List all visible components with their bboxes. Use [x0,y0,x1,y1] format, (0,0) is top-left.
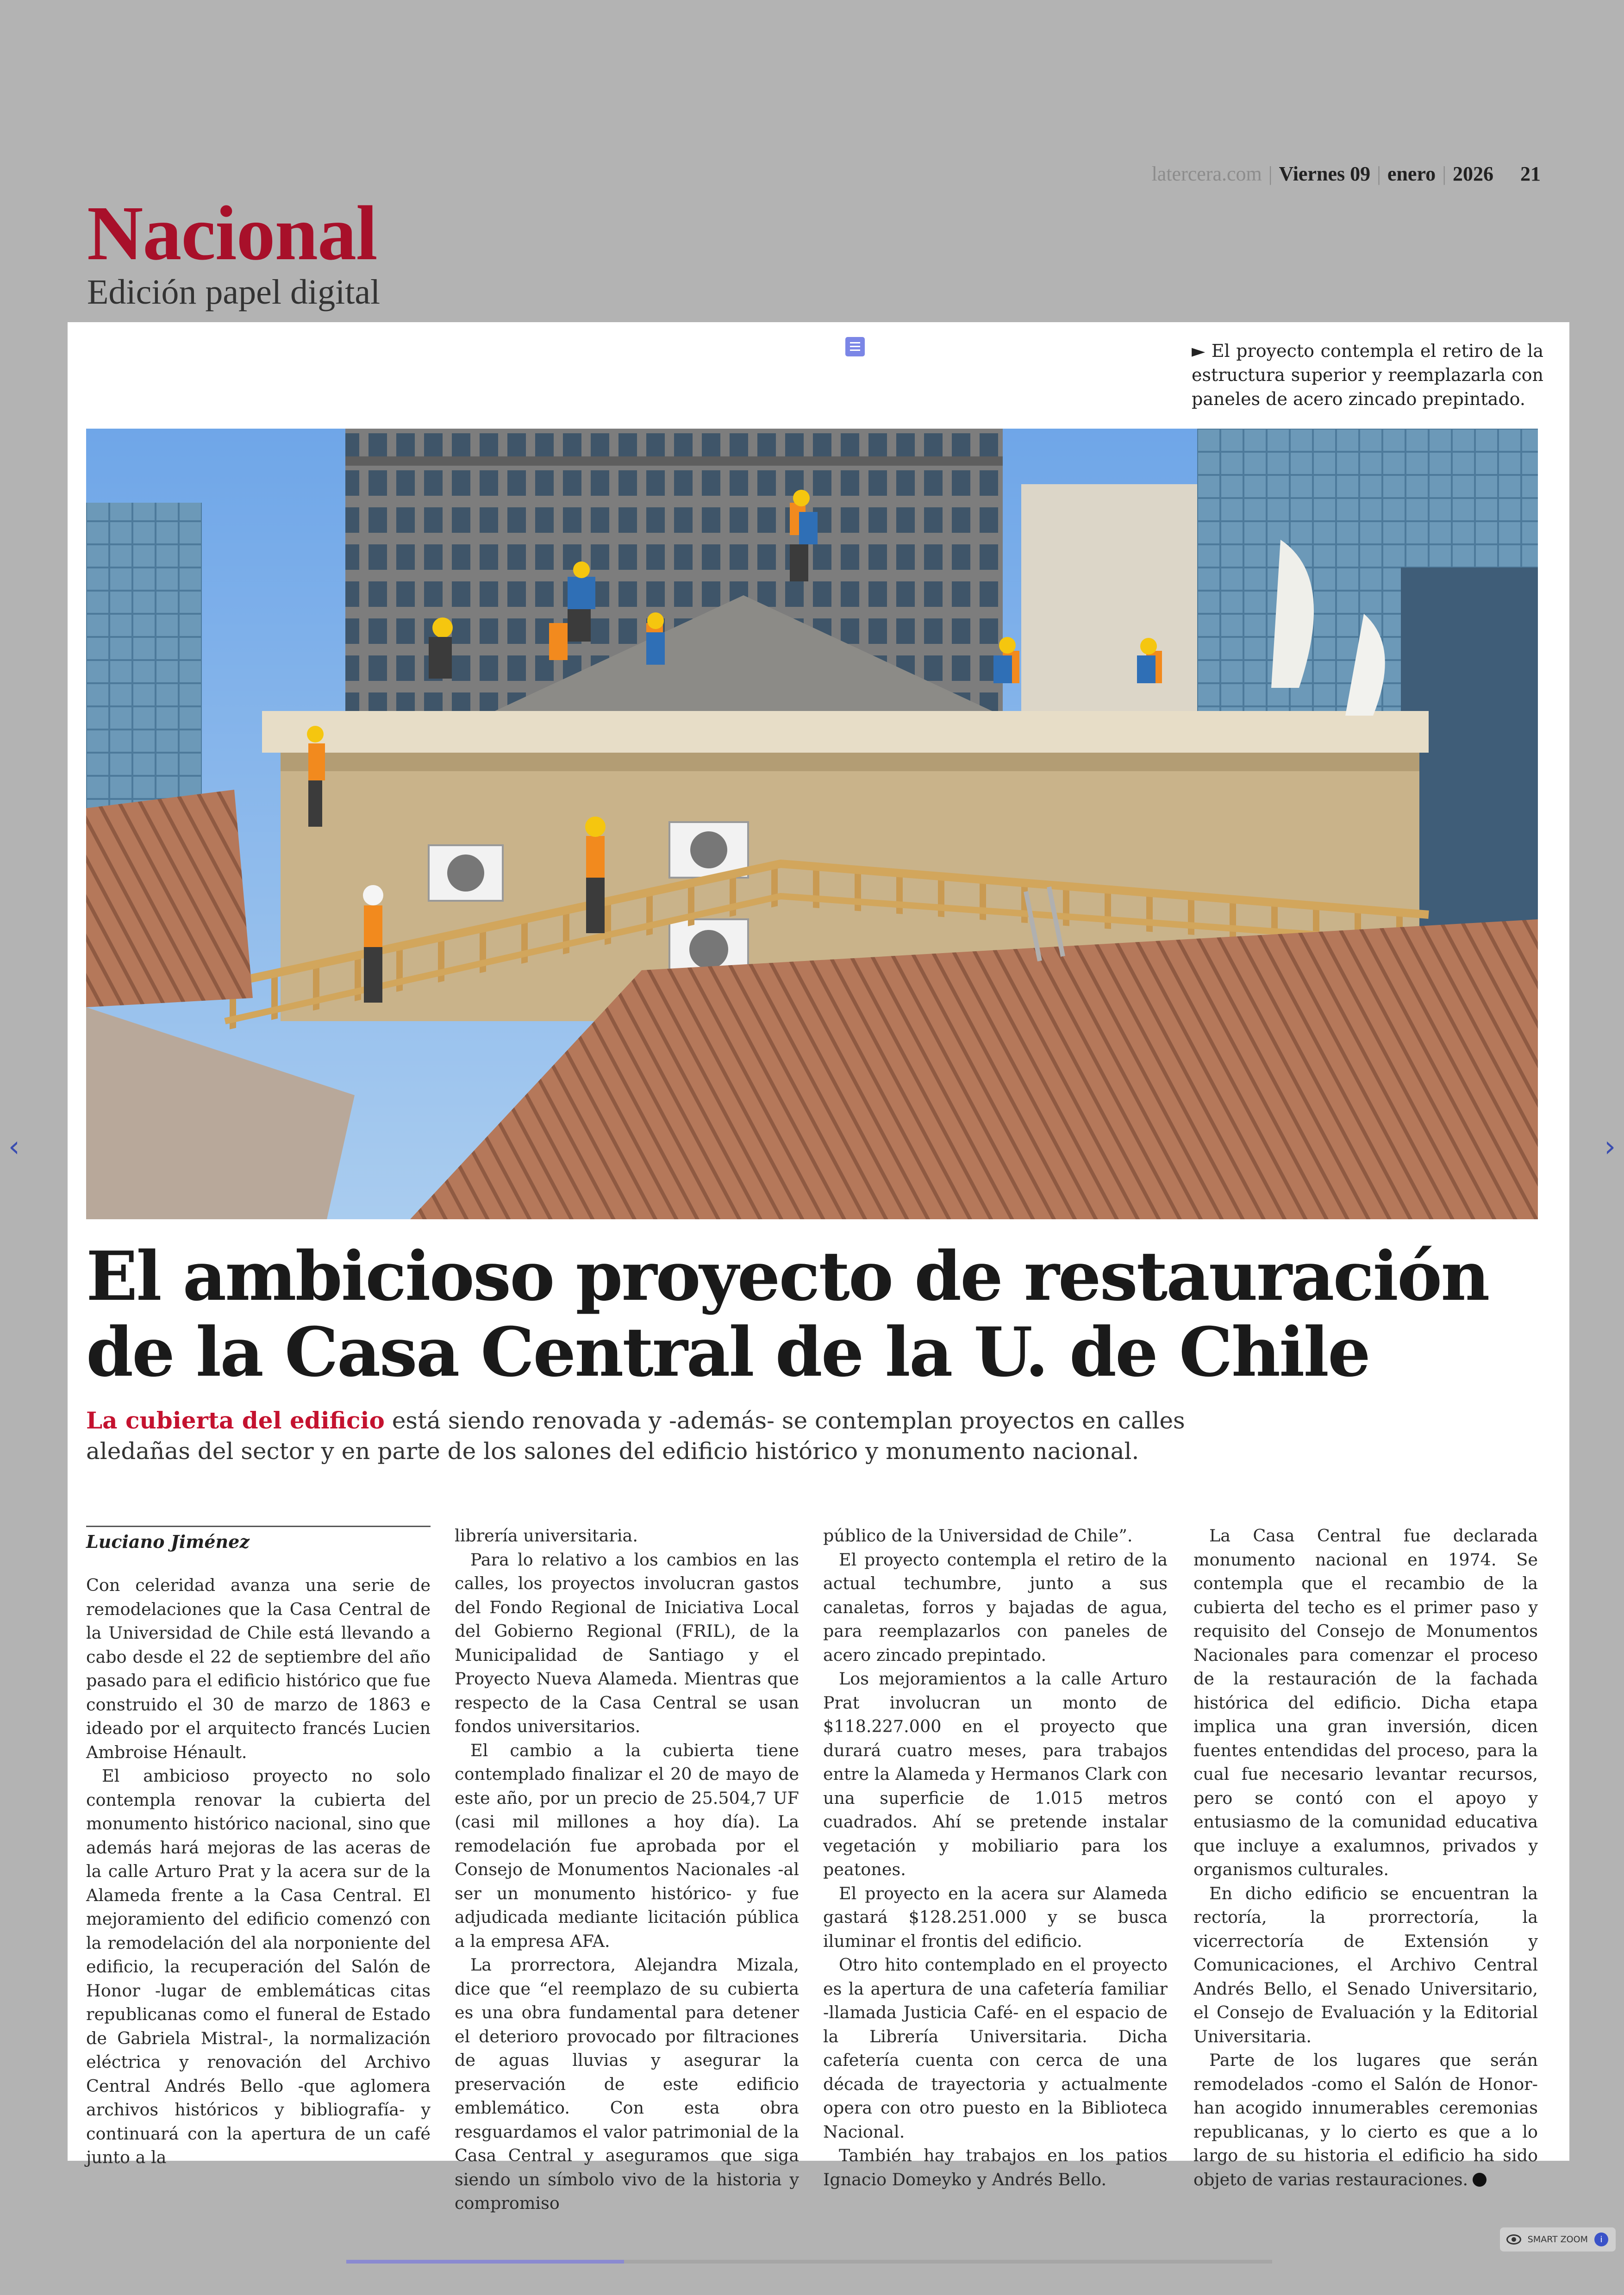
page-scrollbar-thumb[interactable] [346,2260,624,2264]
article-column-2 [455,1524,799,2215]
paragraph: La prorrectora, Alejandra Mizala, dice que “el reemplazo de su cubierta es una obra fundamental para detener el deterioro provocado por filtraciones de aguas lluvias y asegurar la preservación de este edificio emblemático. Con esta obra resguardamos el valor patrimonial de la Casa Central y aseguramos que siga siendo un símbolo vivo de la historia y compromiso [455,1955,799,2213]
site-name: latercera.com [1151,162,1262,185]
end-mark-icon [1473,2173,1487,2187]
article-column-4 [1193,1524,1538,2191]
paragraph: Con celeridad avanza una serie de remodelaciones que la Casa Central de la Universidad de Chile está llevando a cabo desde el 22 de septiembre del año pasado para el edificio histórico que fue construido el 30 de marzo de 1863 e ideado por el arquitecto francés Lucien Ambroise Hénault. [86,1575,431,1762]
paragraph: El ambicioso proyecto no solo contempla renovar la cubierta del monumento histórico nacional, sino que además hará mejoras de las aceras de la calle Arturo Prat y la acera sur de la Alameda frente a la Casa Central. El mejoramiento del edificio comenzó con la remodelación del ala norponiente del edificio, la recuperación del Salón de Honor -lugar de emblemáticas citas republicanas como el funeral de Estado de Gabriela Mistral-, la normalización eléctrica y renovación del Archivo Central Andrés Bello -que aglomera archivos históricos y bibliografía- y continuará con la apertura de un café junto a la [86,1766,431,2167]
paragraph: La Casa Central fue declarada monumento nacional en 1974. Se contempla que el recambio de la cubierta del techo es el primer paso y requisito del Consejo de Monumentos Nacionales para comenzar el proceso de la restauración de la fachada histórica del edificio. Dicha etapa implica una gran inversión, dicen fuentes entendidas del proceso, para la cual fue necesario levantar recursos, pero se contó con el apoyo y entusiasmo de la comunidad educativa que incluye a exalumnos, privados y organismos culturales. [1193,1526,1538,1879]
page-number: 21 [1520,162,1541,185]
deck-text: está siendo renovada y -además- se contemplan proyectos en calles aledañas del sector y en parte de los salones del edificio histórico y monumento nacional. [86,1407,1185,1465]
date-line: latercera.com | Viernes 09 | enero | 2026 21 [1151,162,1541,185]
smart-zoom-label: SMART ZOOM [1527,2234,1588,2245]
note-icon[interactable] [845,337,865,356]
paragraph: librería universitaria. [455,1526,638,1546]
next-page-arrow[interactable]: › [1604,1129,1616,1163]
paragraph: El proyecto contempla el retiro de la actual techumbre, junto a sus canaletas, forros y bajadas de agua, para reemplazarlos con paneles de acero zincado prepintado. [823,1549,1168,1665]
paragraph: También hay trabajos en los patios Ignacio Domeyko y Andrés Bello. [823,2145,1168,2189]
deck [86,1405,1243,1466]
paragraph: Los mejoramientos a la calle Arturo Prat involucran un monto de $118.227.000 en el proyecto que durará cuatro meses, para trabajos entre la Alameda y Hermanos Clark con una superficie de 1.015 metros cuadrados. Ahí se pretende instalar vegetación y mobiliario para los peatones. [823,1669,1168,1879]
rooftop-workers-illustration [86,429,1538,1219]
page-scrollbar[interactable] [346,2260,1272,2264]
article-column-3 [823,1524,1168,2191]
paragraph: El proyecto en la acera sur Alameda gastará $128.251.000 y se busca iluminar el frontis del edificio. [823,1883,1168,1951]
paragraph: El cambio a la cubierta tiene contemplado finalizar el 20 de mayo de este año, por un precio de 25.504,7 UF (casi mil millones a hoy día). La remodelación fue aprobada por el Consejo de Monumentos Nacionales -al ser un monumento histórico- y fue adjudicada mediante licitación pública a la empresa AFA. [455,1740,799,1951]
issue-month: enero [1387,162,1436,185]
paragraph: Para lo relativo a los cambios en las calles, los proyectos involucran gastos del Fondo Regional de Iniciativa Local del Gobierno Regional (FRIL), de la Municipalidad de Santiago y el Proyecto Nueva Alameda. Mientras que respecto de la Casa Central se usan fondos universitarios. [455,1549,799,1736]
article-column-1 [86,1526,431,2170]
paragraph: Otro hito contemplado en el proyecto es la apertura de una cafetería familiar -llamada Justicia Café- en el espacio de la Librería Universitaria. Dicha cafetería cuenta con cerca de una década de trayectoria y actualmente opera con otro puesto en la Biblioteca Nacional. [823,1955,1168,2142]
headline-line-2: de la Casa Central de la U. de Chile [86,1313,1369,1392]
info-badge: i [1594,2233,1608,2246]
previous-page-arrow[interactable]: ‹ [8,1129,20,1163]
smart-zoom-button[interactable] [1500,2227,1616,2251]
article-photo [86,429,1538,1219]
issue-day: Viernes 09 [1279,162,1371,185]
headline-line-1: El ambicioso proyecto de restauración [86,1237,1489,1316]
newspaper-page [68,322,1569,2213]
paragraph: público de la Universidad de Chile”. [823,1526,1133,1546]
headline [86,1239,1540,1391]
deck-kicker: La cubierta del edificio [86,1407,385,1434]
issue-year: 2026 [1453,162,1493,185]
paragraph [1193,2048,1538,2191]
eye-icon [1506,2234,1521,2245]
paragraph: En dicho edificio se encuentran la rectoría, la prorrectoría, la vicerrectoría de Extensión y Comunicaciones, el Archivo Central Andrés Bello, el Senado Universitario, el Consejo de Evaluación y la Editorial Universitaria. [1193,1883,1538,2046]
section-title: Nacional [87,190,377,276]
paragraph-text: Parte de los lugares que serán remodelados -como el Salón de Honor- han acogido innumerables ceremonias republicanas, y lo cierto es que a lo largo de su historia el edificio ha sido objeto de varias restauraciones. [1193,2050,1538,2189]
byline: Luciano Jiménez [86,1526,431,1555]
photo-caption: ► El proyecto contempla el retiro de la estructura superior y reemplazarla con paneles de acero zincado prepintado. [1192,341,1543,409]
edition-label: Edición papel digital [87,273,381,312]
